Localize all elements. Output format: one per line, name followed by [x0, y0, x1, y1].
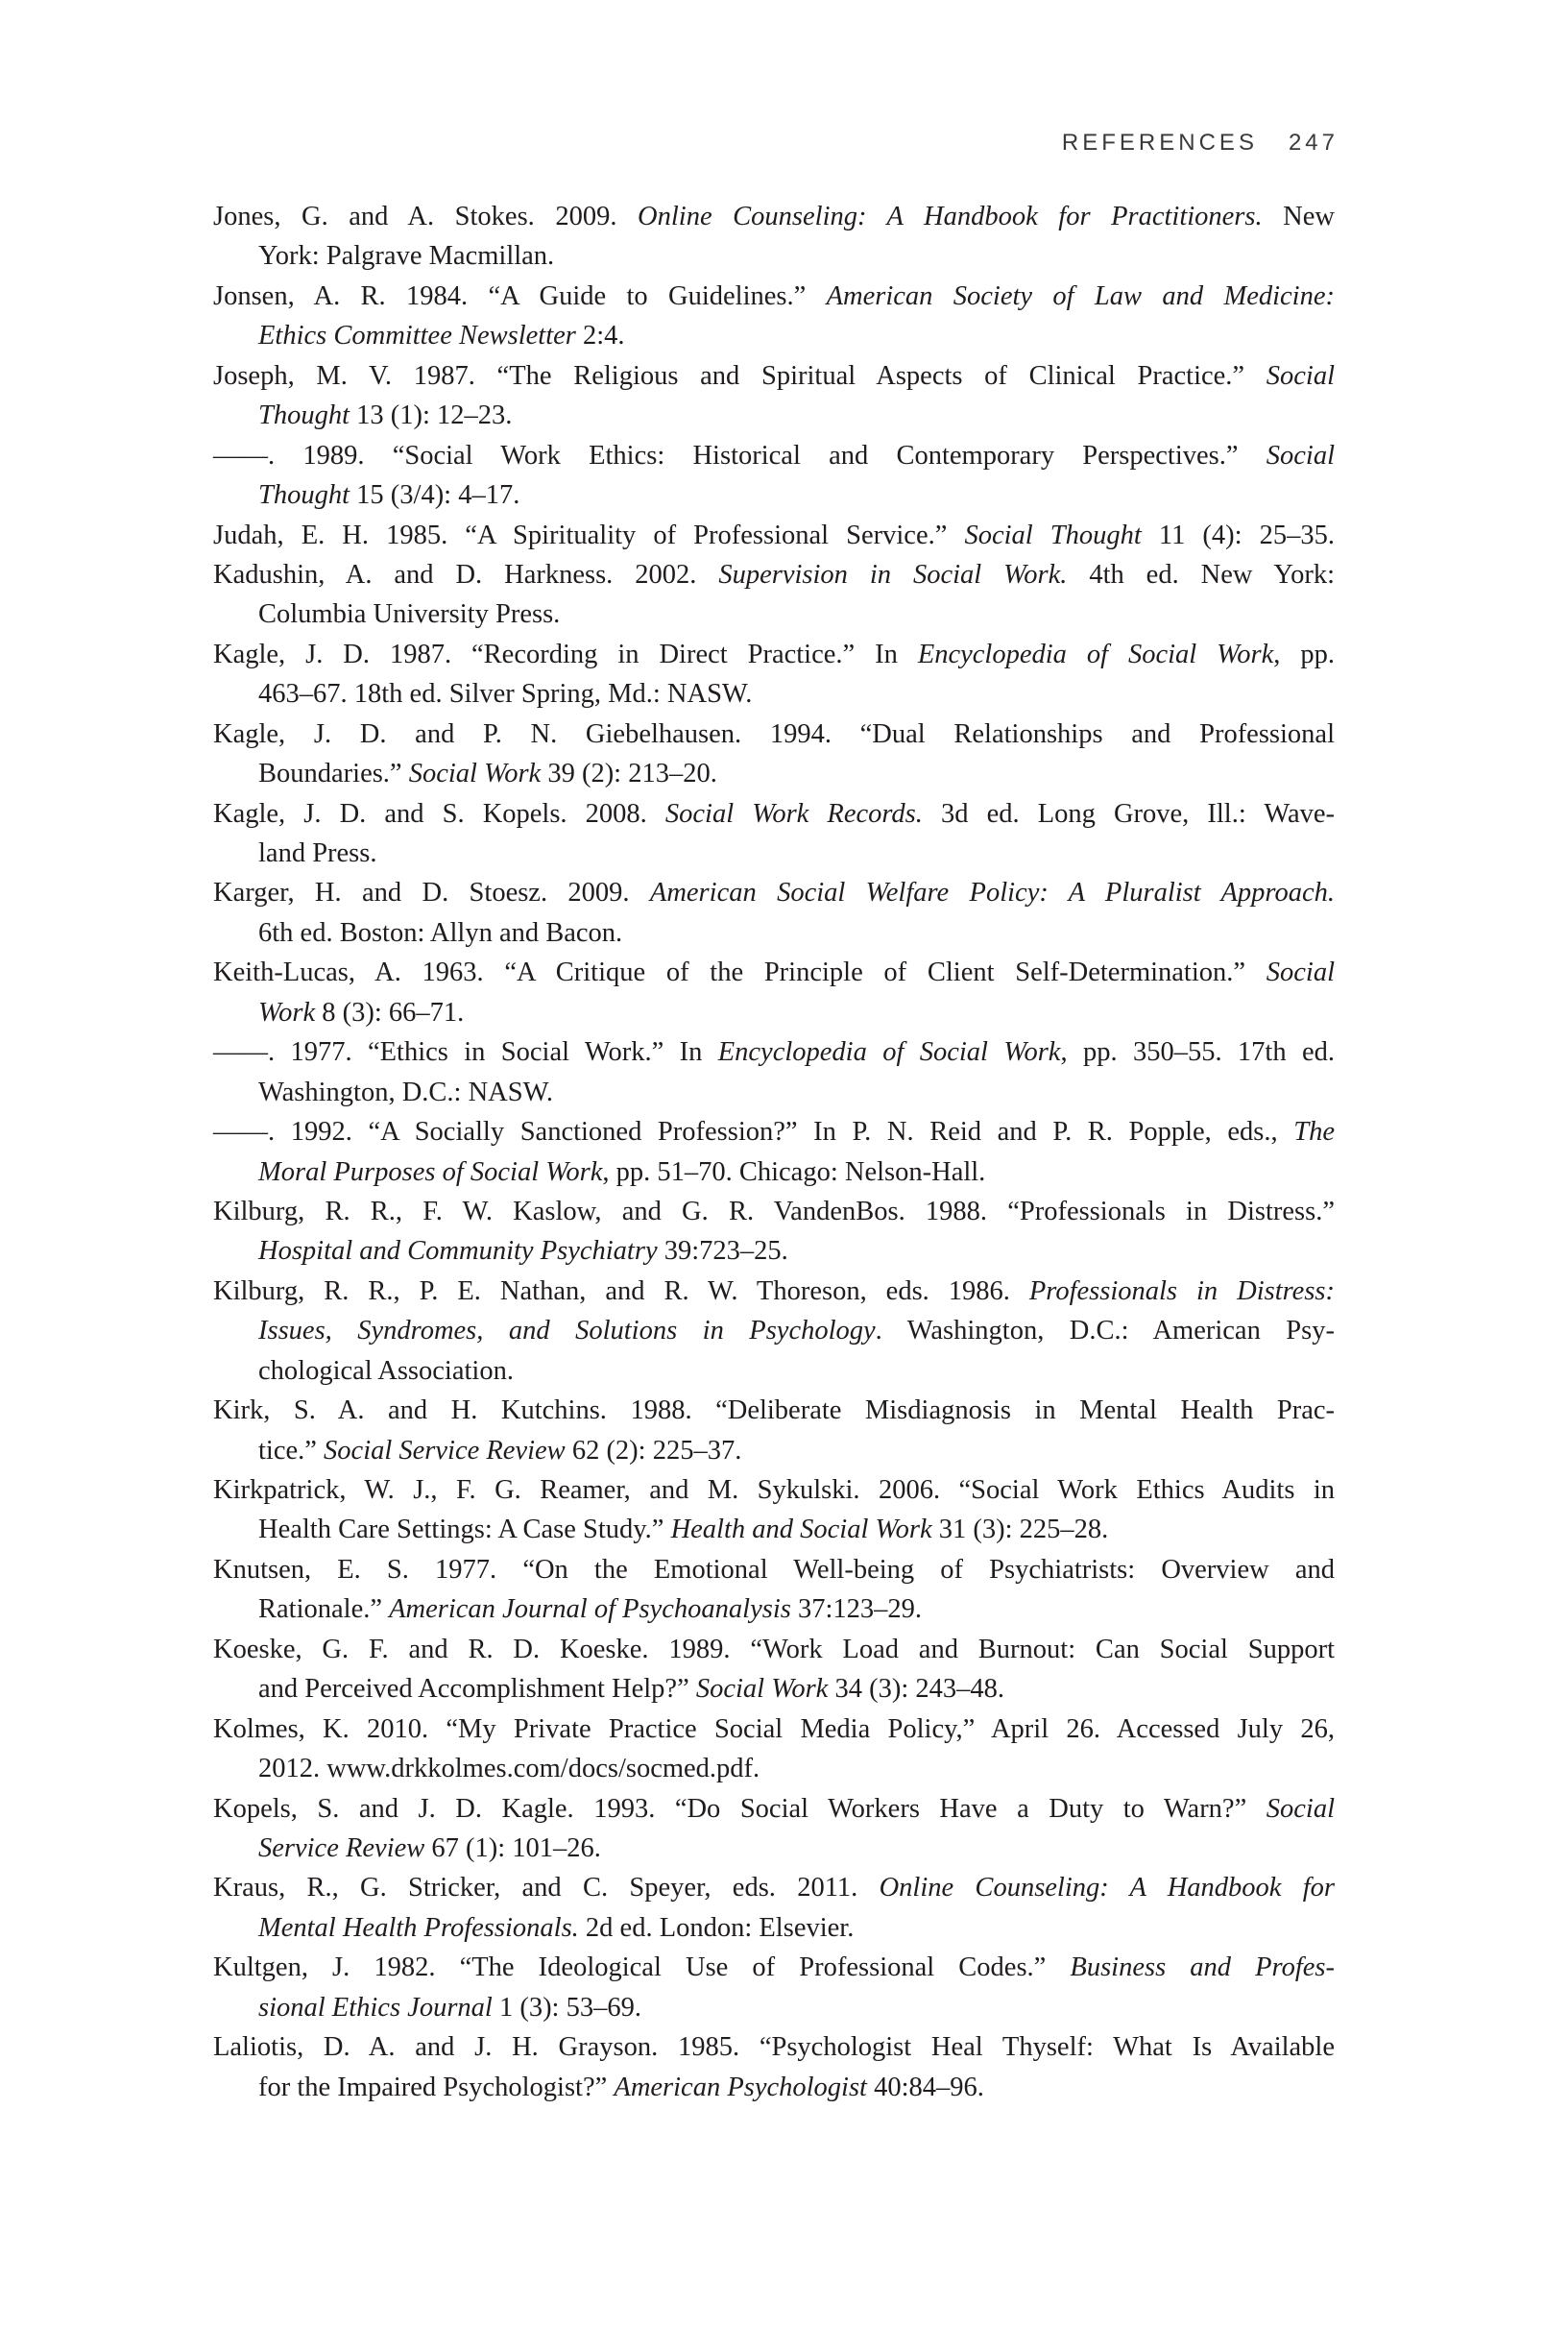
reference-line: Issues, Syndromes, and Solutions in Psychology. Washington, D.C.: American Psy-: [258, 1316, 1335, 1346]
reference-entry: [213, 715, 1335, 794]
reference-entry: [213, 277, 1335, 356]
reference-entry: [213, 794, 1335, 874]
reference-line: Hospital and Community Psychiatry 39:723–25.: [258, 1236, 788, 1267]
reference-line: Karger, H. and D. Stoesz. 2009. American Social Welfare Policy: A Pluralist Approach.: [213, 878, 1335, 909]
reference-line: Kirkpatrick, W. J., F. G. Reamer, and M. Sykulski. 2006. “Social Work Ethics Audits in: [213, 1475, 1335, 1505]
reference-line: Rationale.” American Journal of Psychoanalysis 37:123–29.: [258, 1594, 923, 1625]
reference-entry: [213, 436, 1335, 516]
reference-line: 2012. www.drkkolmes.com/docs/socmed.pdf.: [258, 1754, 760, 1784]
reference-line: Thought 15 (3/4): 4–17.: [258, 480, 520, 511]
reference-line: Kirk, S. A. and H. Kutchins. 1988. “Deliberate Misdiagnosis in Mental Health Prac-: [213, 1395, 1335, 1426]
reference-line: Health Care Settings: A Case Study.” Health and Social Work 31 (3): 225–28.: [258, 1515, 1109, 1545]
references-list: [213, 197, 1335, 2107]
reference-line: Kagle, J. D. 1987. “Recording in Direct Practice.” In Encyclopedia of Social Work, pp.: [213, 639, 1335, 669]
reference-line: 463–67. 18th ed. Silver Spring, Md.: NASW.: [258, 679, 753, 710]
reference-line: Mental Health Professionals. 2d ed. London: Elsevier.: [258, 1912, 855, 1943]
reference-entry: [213, 1032, 1335, 1112]
reference-entry: [213, 356, 1335, 436]
reference-line: Kilburg, R. R., P. E. Nathan, and R. W. Thoreson, eds. 1986. Professionals in Distress:: [213, 1275, 1336, 1306]
reference-entry: [213, 1630, 1335, 1709]
reference-line: tice.” Social Service Review 62 (2): 225–37.: [258, 1435, 742, 1466]
reference-entry: [213, 953, 1335, 1032]
reference-line: York: Palgrave Macmillan.: [258, 241, 555, 272]
reference-entry: [213, 1550, 1335, 1630]
reference-line: for the Impaired Psychologist?” American Psychologist 40:84–96.: [258, 2072, 984, 2102]
reference-line: Laliotis, D. A. and J. H. Grayson. 1985. “Psychologist Heal Thyself: What Is Available: [213, 2032, 1335, 2063]
reference-line: Kagle, J. D. and P. N. Giebelhausen. 1994. “Dual Relationships and Professional: [213, 718, 1335, 749]
reference-line: land Press.: [258, 838, 377, 868]
reference-entry: [213, 197, 1335, 277]
reference-line: Judah, E. H. 1985. “A Spirituality of Professional Service.” Social Thought 11 (4): 25–35.: [213, 520, 1336, 550]
reference-entry: [213, 1192, 1335, 1272]
reference-line: Jonsen, A. R. 1984. “A Guide to Guidelines.” American Society of Law and Medicine:: [213, 280, 1335, 311]
reference-entry: [213, 1868, 1335, 1948]
page-number: 247: [1288, 130, 1339, 156]
reference-line: Kolmes, K. 2010. “My Private Practice Social Media Policy,” April 26. Accessed July 26,: [213, 1713, 1335, 1744]
reference-line: Thought 13 (1): 12–23.: [258, 400, 513, 431]
reference-entry: [213, 1391, 1335, 1470]
reference-entry: [213, 873, 1335, 953]
reference-line: ——. 1977. “Ethics in Social Work.” In Encyclopedia of Social Work, pp. 350–55. 17th ed.: [213, 1037, 1335, 1068]
reference-entry: [213, 1789, 1335, 1869]
reference-line: Boundaries.” Social Work 39 (2): 213–20.: [258, 759, 717, 789]
reference-line: Kopels, S. and J. D. Kagle. 1993. “Do Social Workers Have a Duty to Warn?” Social: [213, 1793, 1335, 1824]
reference-line: Joseph, M. V. 1987. “The Religious and Spiritual Aspects of Clinical Practice.” Social: [213, 360, 1335, 391]
reference-line: Work 8 (3): 66–71.: [258, 997, 465, 1028]
reference-entry: [213, 1272, 1335, 1391]
reference-line: chological Association.: [258, 1355, 514, 1386]
reference-entry: [213, 2027, 1335, 2107]
reference-line: Kraus, R., G. Stricker, and C. Speyer, eds. 2011. Online Counseling: A Handbook for: [213, 1873, 1336, 1903]
reference-line: Service Review 67 (1): 101–26.: [258, 1832, 601, 1863]
reference-line: Keith-Lucas, A. 1963. “A Critique of the Principle of Client Self-Determination.” Social: [213, 958, 1335, 988]
reference-line: Knutsen, E. S. 1977. “On the Emotional Well-being of Psychiatrists: Overview and: [213, 1554, 1335, 1585]
reference-line: Jones, G. and A. Stokes. 2009. Online Counseling: A Handbook for Practitioners. New: [213, 202, 1335, 231]
reference-line: Washington, D.C.: NASW.: [258, 1077, 554, 1107]
reference-line: 6th ed. Boston: Allyn and Bacon.: [258, 917, 623, 948]
reference-line: Koeske, G. F. and R. D. Koeske. 1989. “Work Load and Burnout: Can Social Support: [213, 1634, 1335, 1664]
reference-line: ——. 1989. “Social Work Ethics: Historical and Contemporary Perspectives.” Social: [213, 440, 1335, 471]
reference-line: Kultgen, J. 1982. “The Ideological Use of Professional Codes.” Business and Profes-: [213, 1952, 1335, 1983]
reference-entry: [213, 1470, 1335, 1550]
reference-line: Columbia University Press.: [258, 599, 561, 630]
reference-entry: [213, 1112, 1335, 1192]
reference-entry: [213, 516, 1335, 555]
running-head: [213, 130, 1339, 156]
reference-entry: [213, 555, 1335, 635]
reference-line: sional Ethics Journal 1 (3): 53–69.: [258, 1992, 641, 2023]
reference-line: and Perceived Accomplishment Help?” Social Work 34 (3): 243–48.: [258, 1674, 1004, 1705]
reference-line: Ethics Committee Newsletter 2:4.: [258, 321, 625, 352]
reference-line: Moral Purposes of Social Work, pp. 51–70. Chicago: Nelson-Hall.: [258, 1156, 986, 1187]
reference-line: ——. 1992. “A Socially Sanctioned Profession?” In P. N. Reid and P. R. Popple, eds., The: [213, 1117, 1335, 1148]
reference-entry: [213, 1948, 1335, 2027]
reference-line: Kilburg, R. R., F. W. Kaslow, and G. R. VandenBos. 1988. “Professionals in Distress.”: [213, 1196, 1335, 1226]
reference-line: Kadushin, A. and D. Harkness. 2002. Supervision in Social Work. 4th ed. New York:: [213, 559, 1335, 590]
running-head-title: REFERENCES: [1061, 130, 1258, 156]
reference-line: Kagle, J. D. and S. Kopels. 2008. Social Work Records. 3d ed. Long Grove, Ill.: Wave-: [213, 798, 1336, 829]
reference-entry: [213, 635, 1335, 715]
reference-entry: [213, 1709, 1335, 1789]
